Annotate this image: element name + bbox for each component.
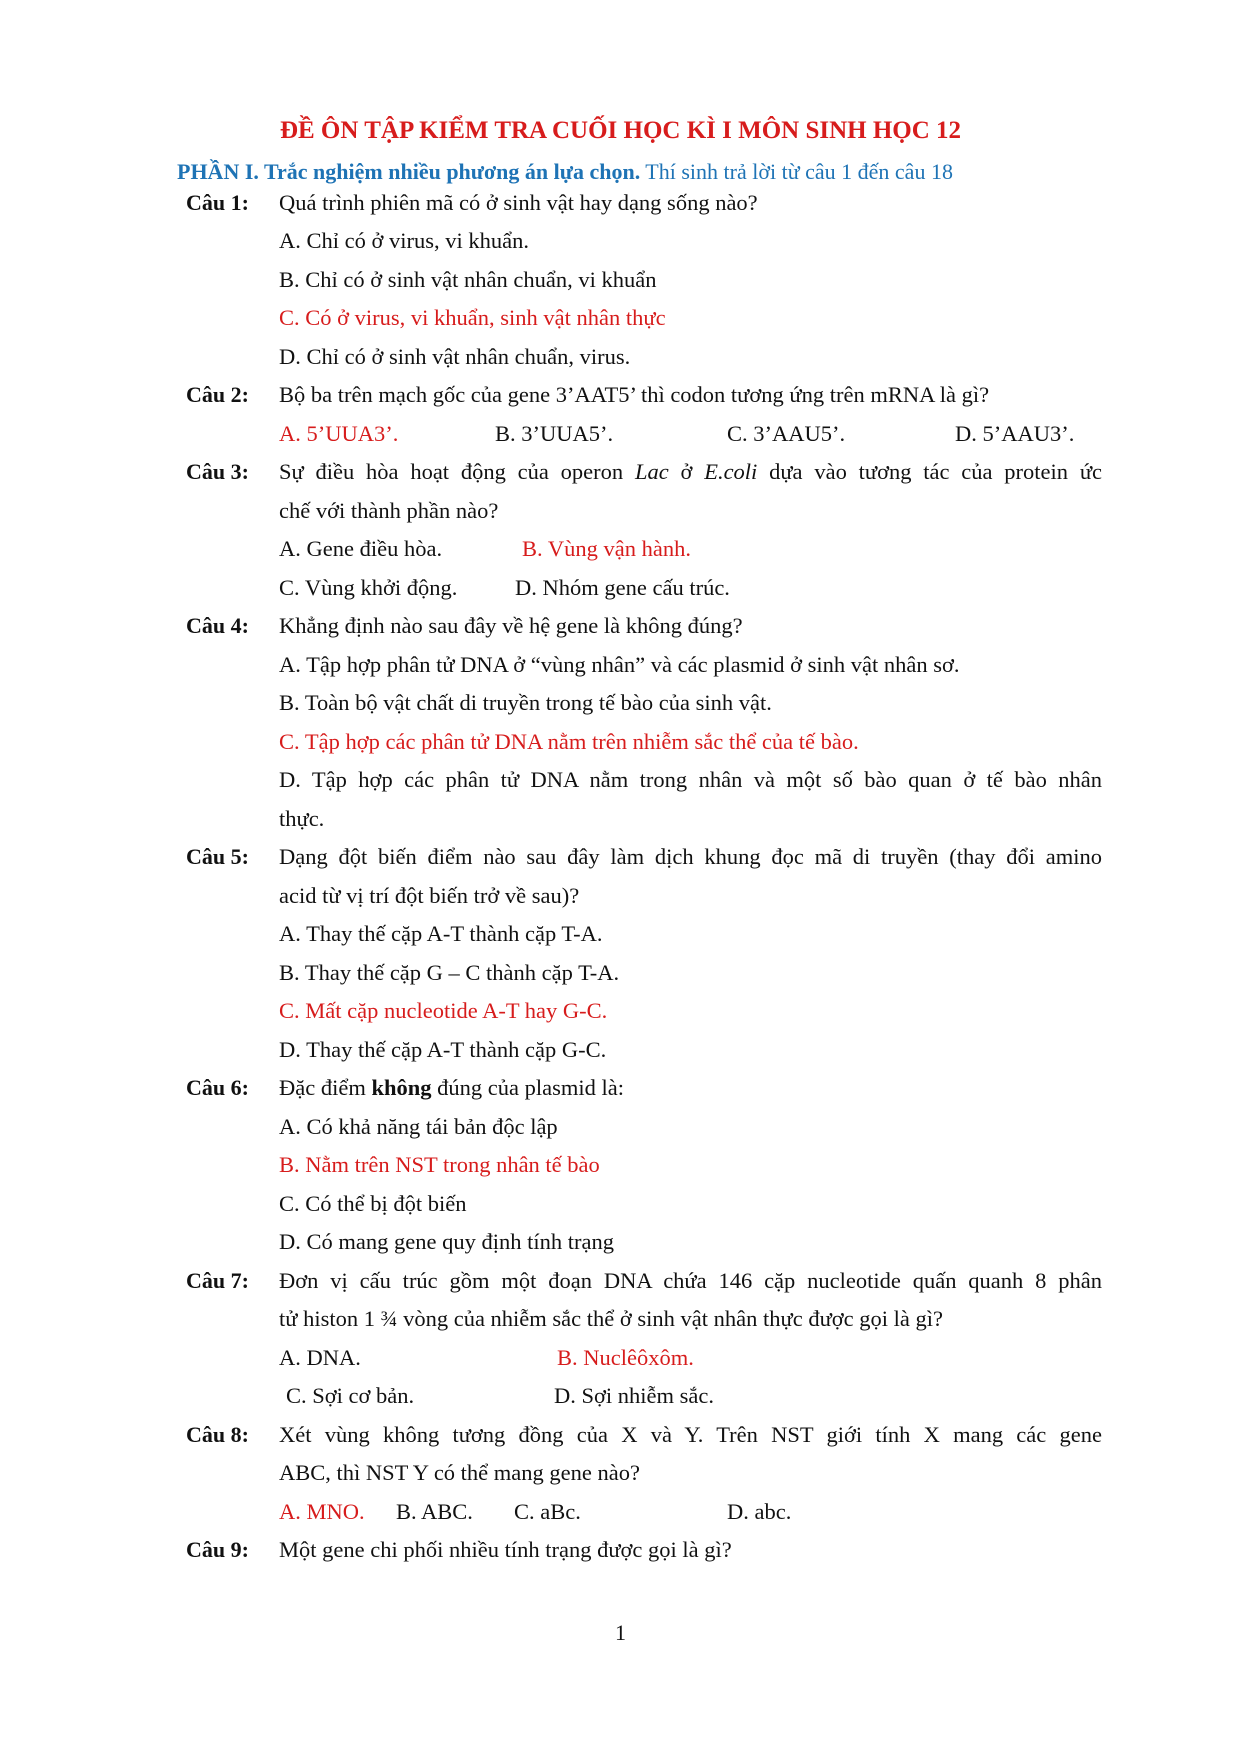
option-7c: C. Sợi cơ bản. <box>286 1383 415 1408</box>
option-5c-answer: C. Mất cặp nucleotide A-T hay G-C. <box>279 998 608 1023</box>
option-6d: D. Có mang gene quy định tính trạng <box>279 1229 614 1254</box>
question-text-4: Khẳng định nào sau đây về hệ gene là không đúng? <box>279 613 743 638</box>
q3-text-b: ở <box>668 459 705 484</box>
option-8d: D. abc. <box>727 1499 792 1524</box>
q3-species-name: E.coli <box>704 459 758 484</box>
option-4d-line1: D. Tập hợp các phân tử DNA nằm trong nhân và một số bào quan ở tế bào nhân <box>279 767 1102 792</box>
page-title: ĐỀ ÔN TẬP KIỂM TRA CUỐI HỌC KÌ I MÔN SINH HỌC 12 <box>279 117 962 144</box>
q6-text-a: Đặc điểm <box>279 1075 372 1100</box>
option-3a: A. Gene điều hòa. <box>279 536 443 561</box>
question-label-8: Câu 8: <box>186 1422 249 1447</box>
question-label-7: Câu 7: <box>186 1268 249 1293</box>
q3-operon-name: Lac <box>634 459 669 484</box>
option-3b-answer: B. Vùng vận hành. <box>522 536 691 561</box>
option-6b-answer: B. Nằm trên NST trong nhân tế bào <box>279 1152 600 1177</box>
option-5a: A. Thay thế cặp A-T thành cặp T-A. <box>279 921 603 946</box>
q3-text-a: Sự điều hòa hoạt động của operon <box>279 459 635 484</box>
option-2a-answer: A. 5’UUA3’. <box>279 421 399 446</box>
question-label-4: Câu 4: <box>186 613 249 638</box>
part-heading <box>177 159 953 185</box>
option-6a: A. Có khả năng tái bản độc lập <box>279 1114 558 1139</box>
question-text-6 <box>279 1075 624 1101</box>
option-2d: D. 5’AAU3’. <box>955 421 1075 446</box>
question-text-3-line2: chế với thành phần nào? <box>279 498 499 523</box>
option-8c: C. aBc. <box>514 1499 581 1524</box>
question-label-6: Câu 6: <box>186 1075 249 1100</box>
question-label-2: Câu 2: <box>186 382 249 407</box>
question-text-7-line1: Đơn vị cấu trúc gồm một đoạn DNA chứa 146 cặp nucleotide quấn quanh 8 phân <box>279 1268 1102 1293</box>
option-6c: C. Có thể bị đột biến <box>279 1191 467 1216</box>
option-5b: B. Thay thế cặp G – C thành cặp T-A. <box>279 960 620 985</box>
option-2b: B. 3’UUA5’. <box>495 421 614 446</box>
question-text-3-line1 <box>279 459 1102 485</box>
part-note: Thí sinh trả lời từ câu 1 đến câu 18 <box>640 159 953 184</box>
option-1c-answer: C. Có ở virus, vi khuẩn, sinh vật nhân thực <box>279 305 666 330</box>
option-7a: A. DNA. <box>279 1345 361 1370</box>
q6-text-b: đúng của plasmid là: <box>431 1075 624 1100</box>
option-8a-answer: A. MNO. <box>279 1499 365 1524</box>
question-text-9: Một gene chi phối nhiều tính trạng được gọi là gì? <box>279 1537 732 1562</box>
option-4c-answer: C. Tập hợp các phân tử DNA nằm trên nhiễm sắc thể của tế bào. <box>279 729 859 754</box>
option-3d: D. Nhóm gene cấu trúc. <box>515 575 730 600</box>
option-1b: B. Chỉ có ở sinh vật nhân chuẩn, vi khuẩn <box>279 267 657 292</box>
q6-emphasis: không <box>371 1075 432 1100</box>
question-text-5-line2: acid từ vị trí đột biến trở về sau)? <box>279 883 580 908</box>
option-1d: D. Chỉ có ở sinh vật nhân chuẩn, virus. <box>279 344 631 369</box>
question-label-9: Câu 9: <box>186 1537 249 1562</box>
q3-text-c: dựa vào tương tác của protein ức <box>757 459 1103 484</box>
option-7d: D. Sợi nhiễm sắc. <box>554 1383 715 1408</box>
question-text-7-line2: tử histon 1 ¾ vòng của nhiễm sắc thể ở sinh vật nhân thực được gọi là gì? <box>279 1306 944 1331</box>
option-1a: A. Chỉ có ở virus, vi khuẩn. <box>279 228 530 253</box>
option-4d-line2: thực. <box>279 806 325 831</box>
option-5d: D. Thay thế cặp A-T thành cặp G-C. <box>279 1037 607 1062</box>
question-label-3: Câu 3: <box>186 459 249 484</box>
part-label: PHẦN I. Trắc nghiệm nhiều phương án lựa chọn. <box>177 159 641 184</box>
page-number: 1 <box>615 1620 626 1645</box>
question-text-8-line1: Xét vùng không tương đồng của X và Y. Trên NST giới tính X mang các gene <box>279 1422 1102 1447</box>
option-7b-answer: B. Nuclêôxôm. <box>557 1345 694 1370</box>
option-4a: A. Tập hợp phân tử DNA ở “vùng nhân” và các plasmid ở sinh vật nhân sơ. <box>279 652 960 677</box>
question-label-5: Câu 5: <box>186 844 249 869</box>
option-3c: C. Vùng khởi động. <box>279 575 458 600</box>
option-4b: B. Toàn bộ vật chất di truyền trong tế bào của sinh vật. <box>279 690 772 715</box>
question-text-2: Bộ ba trên mạch gốc của gene 3’AAT5’ thì codon tương ứng trên mRNA là gì? <box>279 382 990 407</box>
question-text-8-line2: ABC, thì NST Y có thể mang gene nào? <box>279 1460 640 1485</box>
question-text-1: Quá trình phiên mã có ở sinh vật hay dạng sống nào? <box>279 190 758 215</box>
question-label-1: Câu 1: <box>186 190 249 215</box>
option-2c: C. 3’AAU5’. <box>727 421 846 446</box>
option-8b: B. ABC. <box>396 1499 473 1524</box>
question-text-5-line1: Dạng đột biến điểm nào sau đây làm dịch khung đọc mã di truyền (thay đổi amino <box>279 844 1102 869</box>
